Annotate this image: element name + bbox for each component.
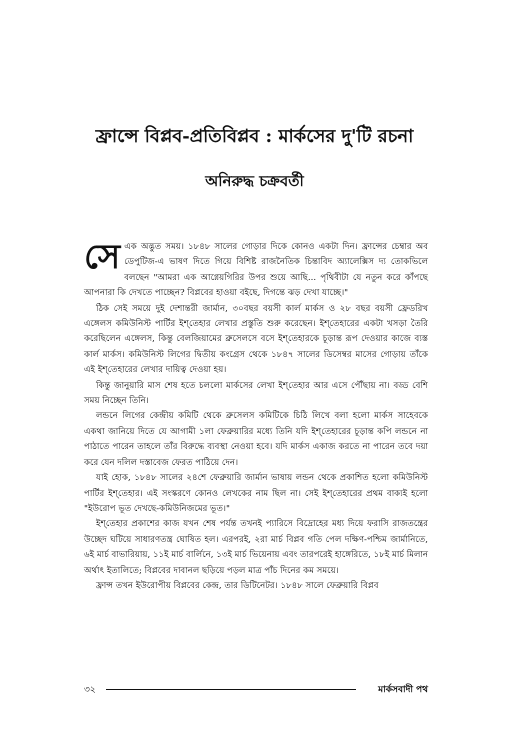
article-author: অনিরুদ্ধ চক্রবর্তী	[205, 172, 304, 190]
paragraph: ঠিক সেই সময়ে দুই দেশান্তরী জার্মান, ৩০বছর বয়সী কার্ল মার্কস ও ২৮ বছর বয়সী ফ্রেডরিখ এঙ্গেলস কমিউনিস্ট পার্টির ইশ্‌তেহার লেখার প্রস্তুতি শুরু করেছেন। ইশ্‌তেহারের একটা খসড়া তৈরি করেছিলেন এঙ্গেলস, কিন্তু বেলজিয়ামের ব্রুসেলসে বসে ইশ্‌তেহারকে চূড়ান্ত রূপ দেওয়ার কাজে ব্যস্ত কার্ল মার্কস। কমিউনিস্ট লিগের দ্বিতীয় কংগ্রেস থেকে ১৮৪৭ সালের ডিসেম্বর মাসের গোড়ায় তাঁকে এই ইশ্‌তেহারের লেখার দায়িত্ব দেওয়া হয়।	[84, 303, 428, 376]
paragraph-text: এক অদ্ভুত সময়। ১৮৪৮ সালের গোড়ার দিকে কোনও একটা দিন। ফ্রান্সের চেম্বার অব ডেপুটিজ-এ ভাষণ দিতে গিয়ে বিশিষ্ট রাজনৈতিক চিন্তাবিদ অ্যালেক্সিস দ্য তোকভিলে বলছেন "আমরা এক আগ্নেয়গিরির উপর শুয়ে আছি... পৃথিবীটা যে নতুন করে কাঁপছে আপনারা কি দেখতে পাচ্ছেন? বিপ্লবের হাওয়া বইছে, দিগন্তে ঝড় দেখা যাচ্ছে।"	[84, 242, 428, 299]
paragraph: যাই হোক, ১৮৪৮ সালের ২৪শে ফেব্রুয়ারি জার্মান ভাষায় লন্ডন থেকে প্রকাশিত হলো কমিউনিস্ট পার্টির ইশ্‌তেহার। এই সংস্করণে কোনও লেখকের নাম ছিল না। সেই ইশ্‌তেহারের প্রথম বাক্যই হলো "ইউরোপ ভূত দেখছে-কমিউনিজমের ভূত।"	[84, 473, 428, 514]
footer-rule	[106, 689, 356, 690]
page-number: ৩২	[84, 685, 96, 695]
article-title: ফ্রান্সে বিপ্লব-প্রতিবিপ্লব : মার্কসের দু'টি রচনা	[95, 126, 414, 147]
paragraph: কিন্তু জানুয়ারি মাস শেষ হতে চললো মার্কসের লেখা ইশ্‌তেহার আর এসে পৌঁছায় না। বড্ড বেশি সময় নিচ্ছেন তিনি।	[84, 380, 428, 407]
drop-cap: সে	[84, 237, 121, 277]
paragraph: ইশ্‌তেহার প্রকাশের কাজ যখন শেষ পর্যন্ত তখনই প্যারিসে বিদ্রোহের মধ্য দিয়ে ফরাসি রাজতন্ত্রের উচ্ছেদ ঘটিয়ে সাধারণতন্ত্র ঘোষিত হল। এরপরই, ২রা মার্চ বিপ্লব গতি পেল দক্ষিণ-পশ্চিম জার্মানিতে, ৬ই মার্চ বাভারিয়ায়, ১১ই মার্চ বার্লিনে, ১৩ই মার্চ ভিয়েনায় এবং তারপরেই হাঙ্গেরিতে, ১৮ই মার্চ মিলান অর্থাৎ ইতালিতে; বিপ্লবের দাবানল ছড়িয়ে পড়ল মাত্র পাঁচ দিনের কম সময়ে।	[84, 519, 428, 576]
page-footer	[84, 682, 428, 696]
paragraph: ফ্রান্স তখন ইউরোপীয় বিপ্লবের কেন্দ্র, তার ডিটিনেটর। ১৮৪৮ সালে ফেব্রুয়ারি বিপ্লব	[96, 580, 379, 591]
article-body	[84, 237, 428, 594]
journal-name: মার্কসবাদী পথ	[378, 685, 428, 695]
paragraph: লন্ডনে লিগের কেন্দ্রীয় কমিটি থেকে ব্রুসেলস কমিটিকে চিঠি লিখে বলা হলো মার্কস সাহেবকে একথা জানিয়ে দিতে যে আগামী ১লা ফেব্রুয়ারির মধ্যে তিনি যদি ইশ্‌তেহারের চূড়ান্ত কপি লন্ডনে না পাঠাতে পারেন তাহলে তাঁর বিরুদ্ধে ব্যবস্থা নেওয়া হবে। যদি মার্কস একাজ করতে না পারেন তবে দয়া করে যেন দলিল দস্তাবেজ ফেরত পাঠিয়ে দেন।	[84, 411, 428, 468]
paragraph	[84, 237, 428, 302]
